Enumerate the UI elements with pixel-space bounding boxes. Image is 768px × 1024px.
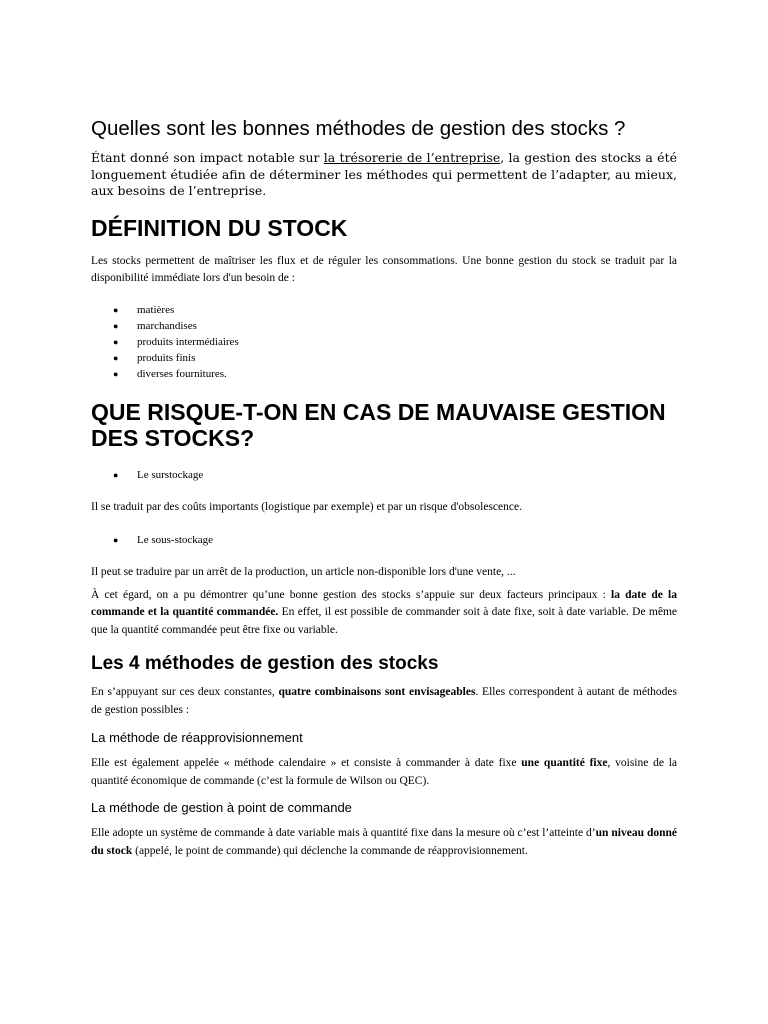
methods-text-end: . Elles correspondent à autant de méthodes de gestion possibles : [91, 686, 677, 716]
section-heading-risks: QUE RISQUE-T-ON EN CAS DE MAUVAISE GESTION DES STOCKS? [91, 398, 666, 451]
list-item-text: diverses fournitures. [137, 367, 227, 380]
intro-text-start: Étant donné son impact notable sur [91, 150, 324, 165]
list-item [91, 467, 677, 483]
pdc-bold-text: un niveau donné du stock [91, 827, 677, 857]
bullet-icon: ● [113, 535, 119, 545]
list-item-text: Le sous-stockage [137, 534, 214, 546]
reappro-text-start: Elle est également appelée « méthode calendaire » et consiste à commander à date fixe [91, 757, 522, 769]
list-item [91, 302, 677, 318]
factors-text-start: À cet égard, on a pu démontrer qu’une bonne gestion des stocks s’appuie sur deux facteurs principaux : [91, 588, 611, 601]
pdc-text-start: Elle adopte un système de commande à date variable mais à quantité fixe dans la mesure où c’est l’atteinte d’ [91, 827, 596, 839]
list-item [91, 532, 677, 548]
intro-text-end: , la gestion des stocks a été longuement étudiée afin de déterminer les méthodes qui permettent de l’adapter, au mieux, aux besoins de l’entreprise. [91, 150, 677, 198]
list-item-text: produits intermédiaires [137, 335, 239, 348]
factors-bold-text: la date de la commande et la quantité commandée. [91, 588, 677, 618]
reappro-text-end: , voisine de la quantité économique de commande (c’est la formule de Wilson ou QEC). [91, 757, 678, 787]
subheading-reapprovisionnement: La méthode de réapprovisionnement [91, 730, 303, 745]
subheading-point-de-commande: La méthode de gestion à point de commande [91, 800, 352, 815]
stock-types-list [91, 302, 677, 382]
reapprovisionnement-paragraph [91, 755, 677, 790]
factors-text-end: En effet, il est possible de commander soit à date fixe, soit à date variable. De même que la quantité commandée peut être fixe ou variable. [91, 606, 677, 636]
list-item [91, 334, 677, 350]
reappro-bold-text: une quantité fixe [521, 757, 608, 769]
risk-list-overstock [91, 467, 677, 483]
list-item [91, 366, 677, 382]
document-content [91, 116, 677, 860]
list-item-text: produits finis [137, 351, 196, 364]
methods-bold-text: quatre combinaisons sont envisageables [278, 686, 476, 698]
bullet-icon: ● [113, 352, 119, 363]
risk-list-understock [91, 532, 677, 548]
overstock-paragraph: Il se traduit par des coûts importants (logistique par exemple) et par un risque d'obsolescence. [91, 500, 522, 513]
bullet-icon: ● [113, 368, 119, 379]
section-heading-methods: Les 4 méthodes de gestion des stocks [91, 653, 439, 674]
bullet-icon: ● [113, 469, 119, 480]
understock-paragraph: Il peut se traduire par un arrêt de la production, un article non-disponible lors d'une vente, ... [91, 566, 516, 578]
list-item [91, 318, 677, 334]
bullet-icon: ● [113, 336, 119, 347]
treasury-link[interactable]: la trésorerie de l’entreprise [323, 150, 501, 165]
section-heading-definition: DÉFINITION DU STOCK [91, 214, 348, 241]
methods-paragraph [91, 684, 677, 719]
list-item-text: matières [137, 303, 175, 316]
intro-paragraph [91, 150, 677, 200]
factors-paragraph [91, 587, 677, 640]
definition-paragraph: Les stocks permettent de maîtriser les flux et de réguler les consommations. Une bonne gestion du stock se traduit par la disponibilité immédiate lors d'un besoin de : [91, 254, 677, 284]
list-item-text: marchandises [137, 319, 197, 332]
methods-text-start: En s’appuyant sur ces deux constantes, [91, 686, 279, 698]
bullet-icon: ● [113, 304, 119, 315]
bullet-icon: ● [113, 320, 119, 331]
point-de-commande-paragraph [91, 825, 677, 860]
page-title: Quelles sont les bonnes méthodes de gestion des stocks ? [91, 117, 626, 140]
list-item-text: Le surstockage [137, 468, 204, 481]
pdc-text-end: (appelé, le point de commande) qui déclenche la commande de réapprovisionnement. [132, 844, 528, 857]
list-item [91, 350, 677, 366]
